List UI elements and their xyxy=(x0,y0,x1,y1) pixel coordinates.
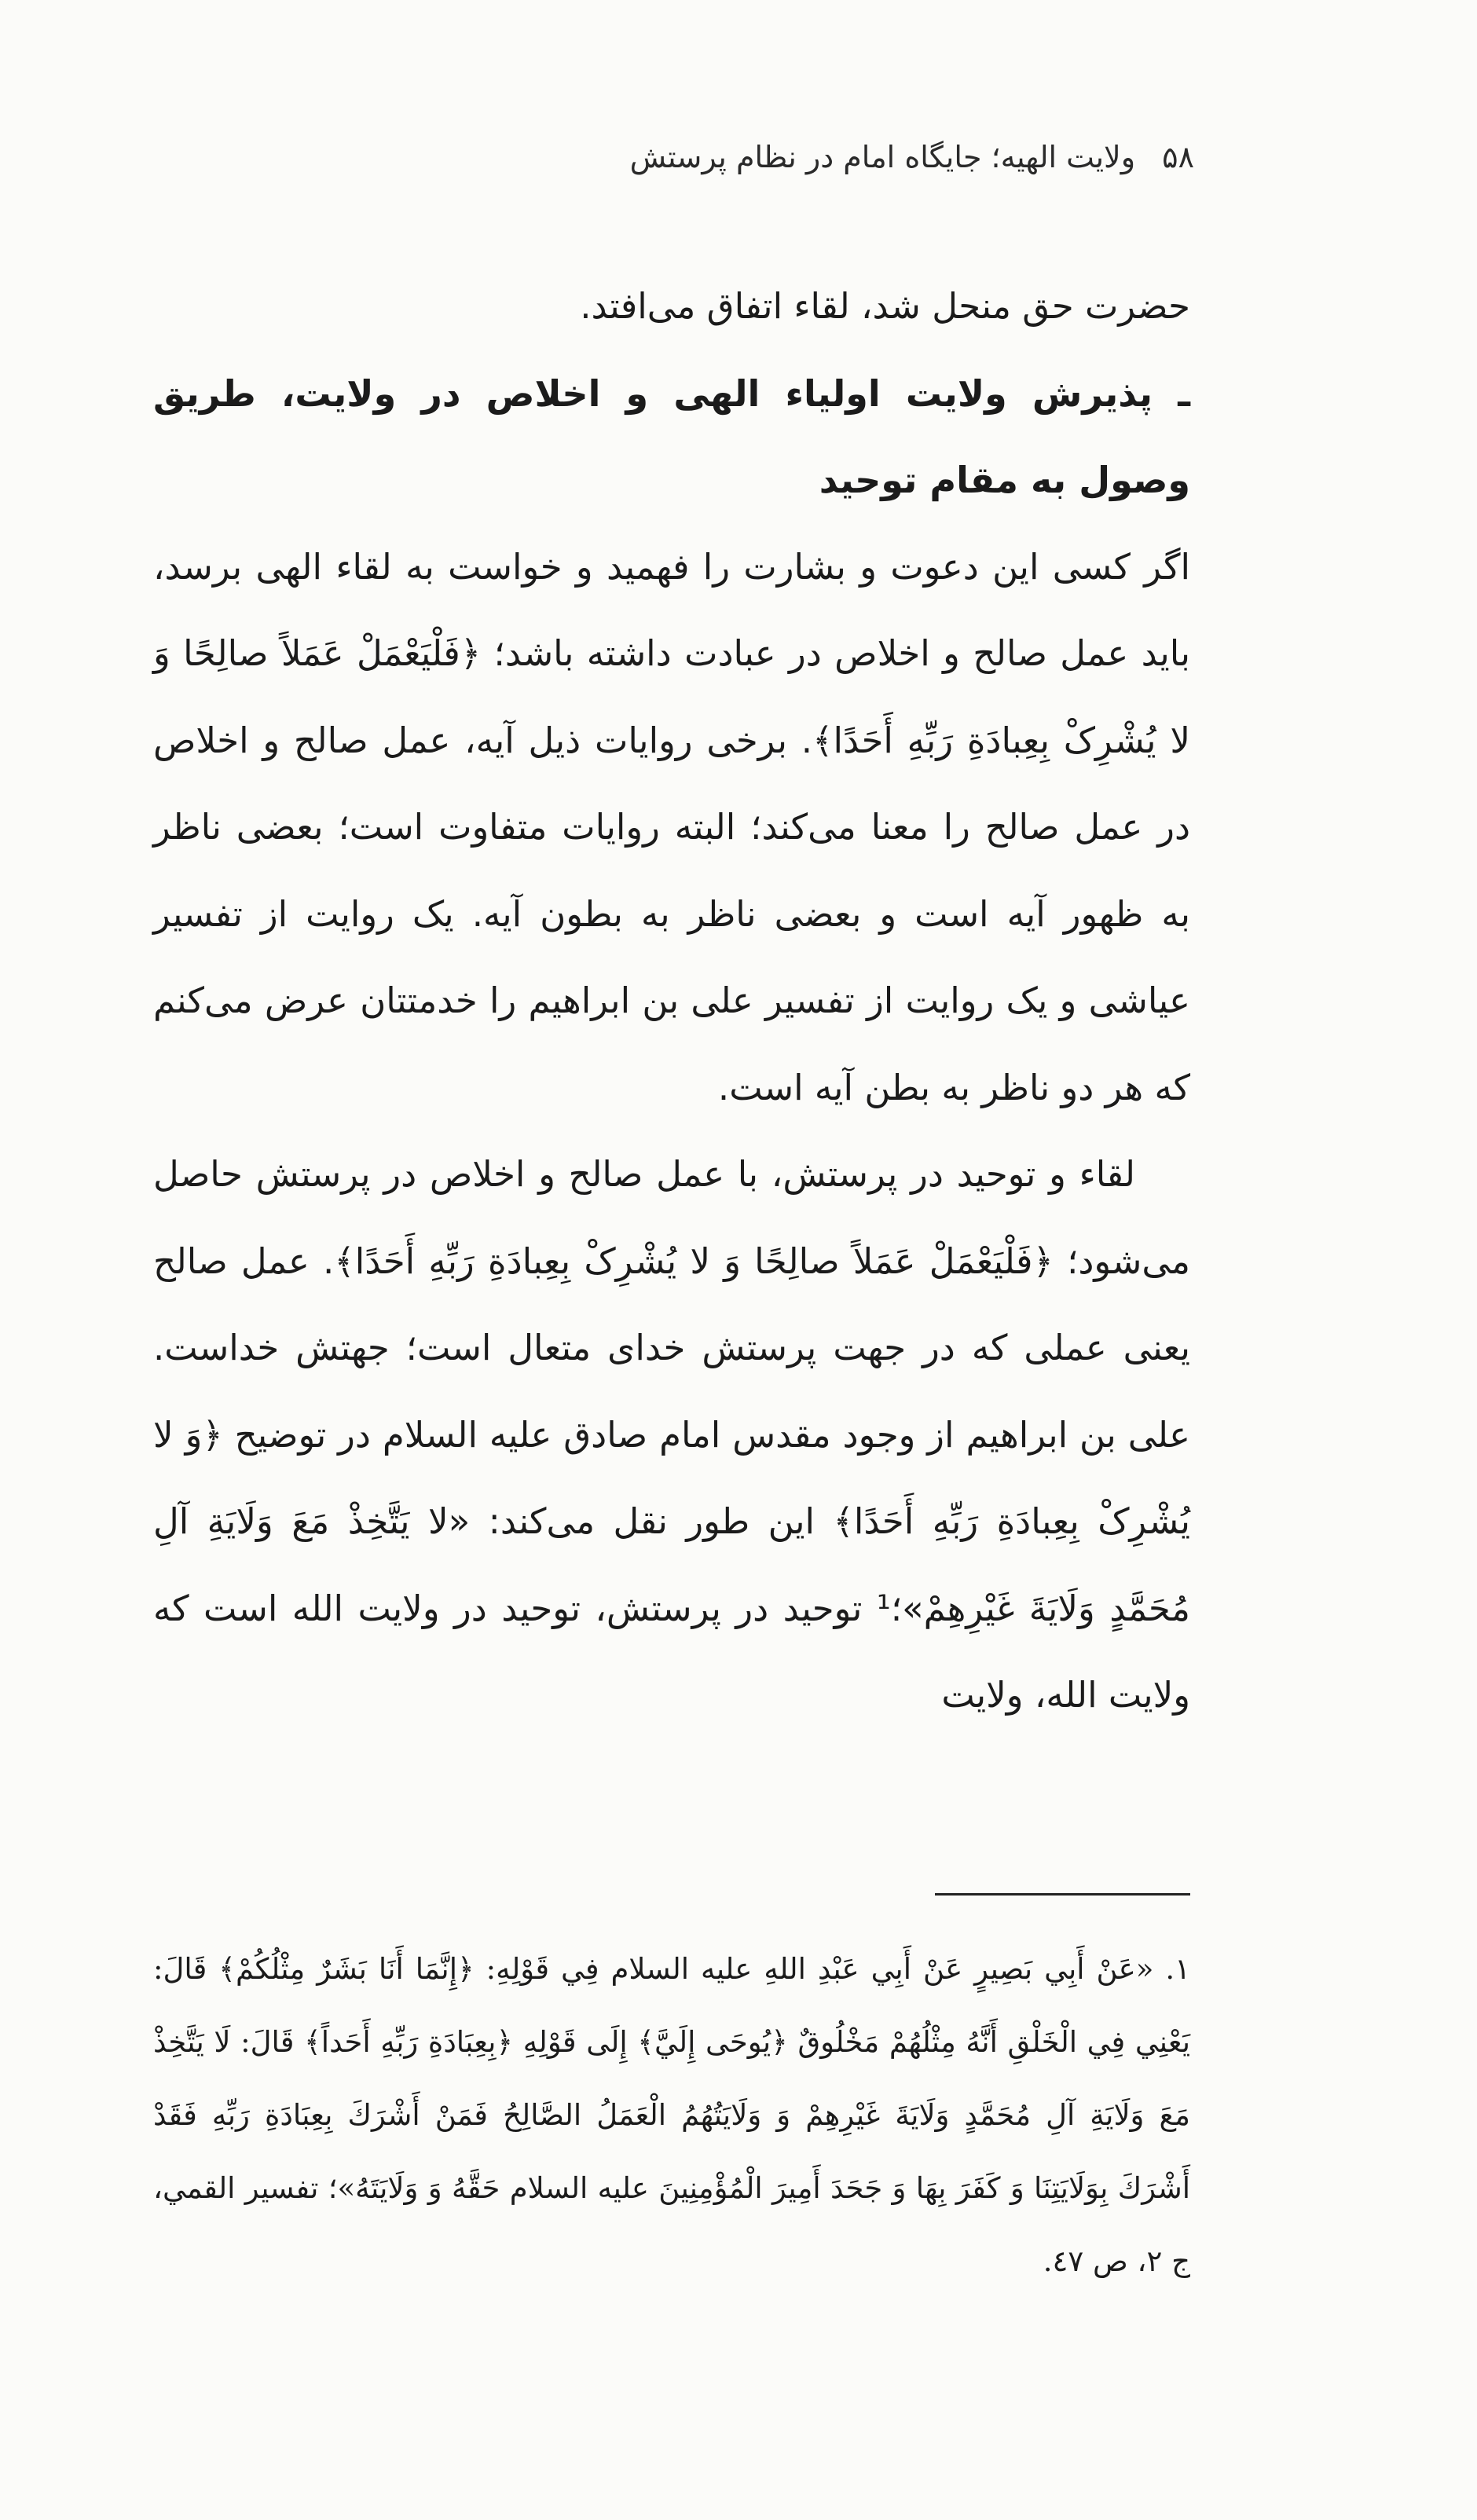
footnote-1: ١. «عَنْ أَبِي بَصِيرٍ عَنْ أَبِي عَبْدِ اللهِ عليه السلام فِي قَوْلِهِ: ﴿إِنَّمَا أَنَا بَشَرٌ مِثْلُكُمْ﴾ قَالَ: يَعْنِي فِي الْخَلْقِ أَنَّهُ مِثْلُهُمْ مَخْلُوقٌ ﴿يُوحَى إِلَيَّ﴾ إِلَى قَوْلِهِ ﴿بِعِبَادَةِ رَبِّهِ أَحَداً﴾ قَالَ: لَا يَتَّخِذْ مَعَ وَلَايَةِ آلِ مُحَمَّدٍ وَلَايَةَ غَيْرِهِمْ وَ وَلَايَتُهُمُ الْعَمَلُ الصَّالِحُ فَمَنْ أَشْرَكَ بِعِبَادَةِ رَبِّهِ فَقَدْ أَشْرَكَ بِوَلَايَتِنَا وَ كَفَرَ بِهَا وَ جَحَدَ أَمِيرَ الْمُؤْمِنِينَ عليه السلام حَقَّهُ وَ وَلَايَتَهُ»؛ تفسير القمي، ج ٢، ص ٤٧. xyxy=(153,1952,1190,2278)
paragraph-tawhid: لقاء و توحید در پرستش، با عمل صالح و اخلاص در پرستش حاصل می‌شود؛ ﴿فَلْیَعْمَلْ عَمَلاً صالِحًا وَ لا یُشْرِکْ بِعِبادَةِ رَبِّهِ أَحَدًا﴾. عمل صالح یعنی عملی که در جهت پرستش خدای متعال است؛ جهتش خداست. علی بن ابراهیم از وجود مقدس امام صادق عليه السلام در توضیح ﴿وَ لا یُشْرِکْ بِعِبادَةِ رَبِّهِ أَحَدًا﴾ این طور نقل می‌کند: «لا یَتَّخِذْ مَعَ وَلَایَةِ آلِ مُحَمَّدٍ وَلَایَةَ غَیْرِهِمْ»؛¹ توحید در پرستش، توحید در ولایت الله است که ولایت الله، ولایت xyxy=(153,1153,1190,1716)
book-title: ولایت الهیه؛ جایگاه امام در نظام پرستش xyxy=(629,140,1136,174)
section-heading: ـ پذیرش ولایت اولیاء الهی و اخلاص در ولایت، طریق وصول به مقام توحید xyxy=(153,372,1190,501)
paragraph-invitation: اگر کسی این دعوت و بشارت را فهمید و خواست به لقاء الهی برسد، باید عمل صالح و اخلاص در عبادت داشته باشد؛ ﴿فَلْیَعْمَلْ عَمَلاً صالِحًا وَ لا یُشْرِکْ بِعِبادَةِ رَبِّهِ أَحَدًا﴾. برخی روایات ذیل آیه، عمل صالح و اخلاص در عمل صالح را معنا می‌کند؛ البته روایات متفاوت است؛ بعضی ناظر به ظهور آیه است و بعضی ناظر به بطون آیه. یک روایت از تفسیر عیاشی و یک روایت از تفسیر علی بن ابراهیم را خدمتتان عرض می‌کنم که هر دو ناظر به بطن آیه است. xyxy=(153,545,1190,1108)
running-header xyxy=(157,134,1194,181)
body-text xyxy=(153,263,1190,1739)
footnote-divider xyxy=(935,1893,1190,1895)
page-number: ۵۸ xyxy=(1162,140,1194,174)
footnotes xyxy=(153,1932,1190,2298)
paragraph-continuation: حضرت حق منحل شد، لقاء اتفاق می‌افتد. xyxy=(580,285,1190,327)
